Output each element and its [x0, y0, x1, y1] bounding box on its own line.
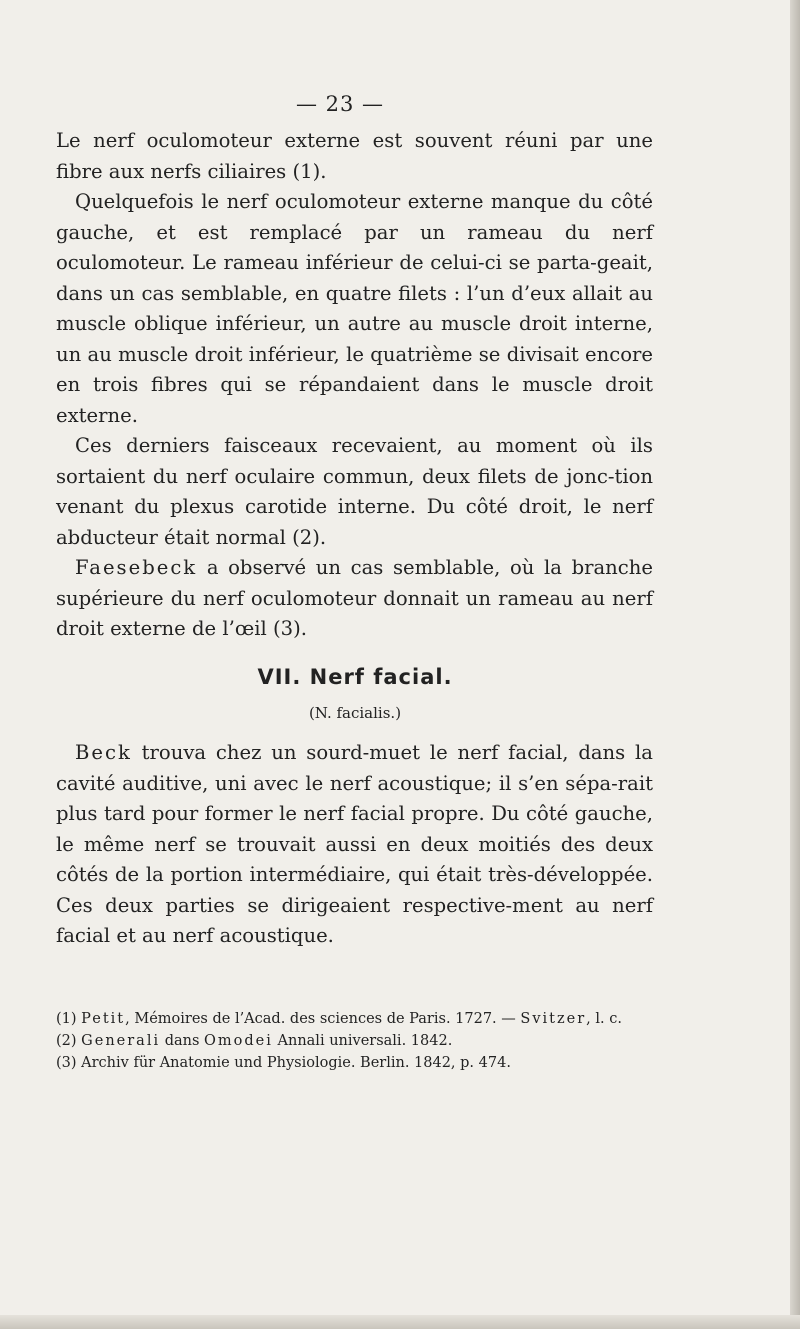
section-subheading: (N. facialis.) — [308, 704, 402, 722]
footnote-3: (3) Archiv für Anatomie und Physiologie. Berlin. 1842, p. 474. — [56, 1055, 511, 1071]
paragraph — [56, 553, 653, 645]
paragraph: Ces derniers faisceaux recevaient, au moment où ils sortaient du nerf oculaire commun, deux filets de jonc-tion venant du plexus carotide interne. Du côté droit, le nerf abducteur était normal (2). — [56, 434, 653, 549]
author-name: Faesebeck — [75, 556, 198, 579]
author-name: Petit — [81, 1011, 126, 1027]
text-block-nerf-oculomoteur — [56, 126, 653, 645]
paragraph-text: trouva chez un sourd-muet le nerf facial, dans la cavité auditive, uni avec le nerf acoustique; il s’en sépa-rait plus tard pour former le nerf facial propre. Du côté gauche, le même nerf se trouvait aussi en deux moitiés des deux côtés de la portion intermédiaire, qui était très-développée. Ces deux parties se dirigeaient respective-ment au nerf facial et au nerf acoustique. — [56, 741, 653, 947]
page-edge-shadow — [790, 0, 800, 1329]
footnotes — [56, 1008, 656, 1074]
author-name: Beck — [75, 741, 132, 764]
author-name: Omodei — [204, 1033, 273, 1049]
footnote-text: Annali universali. 1842. — [272, 1033, 453, 1049]
page-bottom-edge — [0, 1315, 800, 1329]
footnote-text: , l. c. — [586, 1011, 622, 1027]
footnote-mark: (1) — [56, 1011, 82, 1027]
footnote-mark: (2) — [56, 1033, 82, 1049]
footnote-1 — [56, 1008, 656, 1030]
footnote-text: dans — [160, 1033, 205, 1049]
page-number: — 23 — — [295, 92, 385, 116]
author-name: Generali — [81, 1033, 161, 1049]
author-name: Svitzer — [520, 1011, 587, 1027]
section-heading: VII. Nerf facial. — [257, 665, 453, 689]
footnote-text: , Mémoires de l’Acad. des sciences de Paris. 1727. — — [125, 1011, 521, 1027]
paragraph — [56, 738, 653, 952]
footnote-2 — [56, 1030, 656, 1052]
paragraph: Quelquefois le nerf oculomoteur externe manque du côté gauche, et est remplacé par un rameau du nerf oculomoteur. Le rameau inférieur de celui-ci se parta-geait, dans un cas semblable, en quatre filets : l’un d’eux allait au muscle oblique inférieur, un autre au muscle droit interne, un au muscle droit inférieur, le quatrième se divisait encore en trois fibres qui se répandaient dans le muscle droit externe. — [56, 190, 653, 427]
text-block-nerf-facial — [56, 738, 653, 952]
paragraph-text: a observé un cas semblable, où la branche supérieure du nerf oculomoteur donnait un rameau au nerf droit externe de l’œil (3). — [56, 556, 653, 640]
paragraph: Le nerf oculomoteur externe est souvent réuni par une fibre aux nerfs ciliaires (1). — [56, 129, 653, 183]
